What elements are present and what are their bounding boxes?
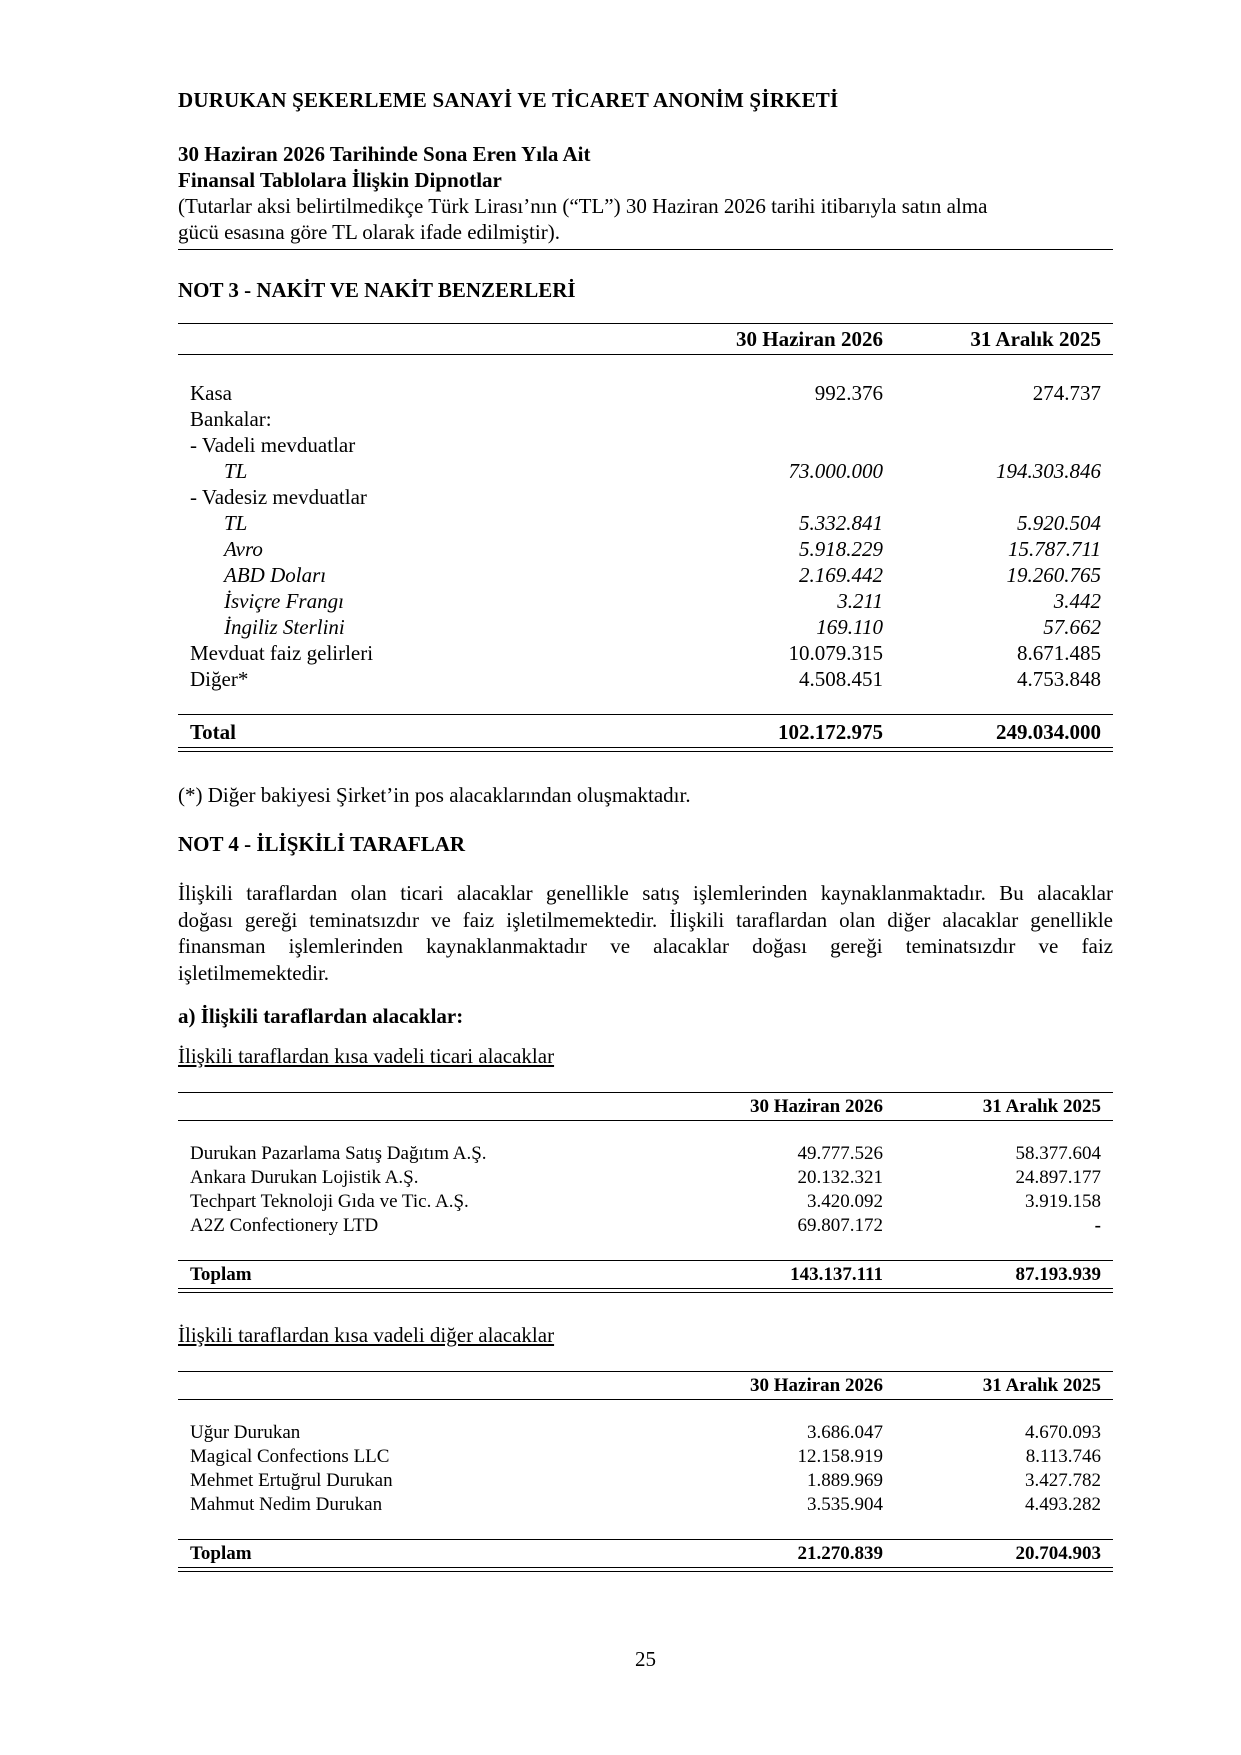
table-row: Kasa 992.376 274.737 (190, 381, 1101, 405)
table-header-rule (178, 1120, 1113, 1121)
table-row: Techpart Teknoloji Gıda ve Tic. A.Ş. 3.420.092 3.919.158 (190, 1191, 1101, 1212)
page-number: 25 (635, 1647, 656, 1671)
total-double-rule (178, 1288, 1113, 1293)
table-row: İngiliz Sterlini 169.110 57.662 (224, 615, 1101, 639)
total-double-rule (178, 1567, 1113, 1572)
table-header-row: 30 Haziran 2026 31 Aralık 2025 (750, 1096, 1101, 1117)
table-row: TL 5.332.841 5.920.504 (224, 511, 1101, 535)
table-row: Durukan Pazarlama Satış Dağıtım A.Ş. 49.777.526 58.377.604 (190, 1143, 1101, 1164)
table-row: Mahmut Nedim Durukan 3.535.904 4.493.282 (190, 1494, 1101, 1515)
table-row: Mevduat faiz gelirleri 10.079.315 8.671.485 (190, 641, 1101, 665)
note3-title: NOT 3 - NAKİT VE NAKİT BENZERLERİ (178, 278, 576, 302)
col2-header: 31 Aralık 2025 (970, 327, 1101, 351)
table-header-rule (178, 354, 1113, 355)
table-top-rule (178, 1092, 1113, 1093)
table-header-row (178, 327, 1113, 353)
note4-title: NOT 4 - İLİŞKİLİ TARAFLAR (178, 832, 466, 856)
table-row: A2Z Confectionery LTD 69.807.172 - (190, 1215, 1101, 1236)
total-top-rule (178, 1539, 1113, 1540)
table-row: Magical Confections LLC 12.158.919 8.113.746 (190, 1446, 1101, 1467)
table-header-row: 30 Haziran 2026 31 Aralık 2025 (750, 1375, 1101, 1396)
table-row: Diğer* 4.508.451 4.753.848 (190, 667, 1101, 691)
table-header-rule (178, 1399, 1113, 1400)
header-rule (178, 249, 1113, 250)
table-row: Ankara Durukan Lojistik A.Ş. 20.132.321 24.897.177 (190, 1167, 1101, 1188)
table-row: Uğur Durukan 3.686.047 4.670.093 (190, 1422, 1101, 1443)
header-period: 30 Haziran 2026 Tarihinde Sona Eren Yıla Ait (178, 142, 591, 166)
total-double-rule (178, 747, 1113, 752)
table-row: Mehmet Ertuğrul Durukan 1.889.969 3.427.782 (190, 1470, 1101, 1491)
table-row: Bankalar: (190, 407, 272, 431)
table-row: ABD Doları 2.169.442 19.260.765 (224, 563, 1101, 587)
table-total-row: Total 102.172.975 249.034.000 (190, 720, 1101, 744)
table-row: - Vadesiz mevduatlar (190, 485, 367, 509)
table-top-rule (178, 1371, 1113, 1372)
table-total-row: Toplam 21.270.839 20.704.903 (190, 1543, 1101, 1564)
section-a-title: a) İlişkili taraflardan alacaklar: (178, 1004, 464, 1028)
company-name: DURUKAN ŞEKERLEME SANAYİ VE TİCARET ANONİM ŞİRKETİ (178, 88, 839, 112)
note3-footnote: (*) Diğer bakiyesi Şirket’in pos alacaklarından oluşmaktadır. (178, 783, 691, 807)
table-top-rule (178, 323, 1113, 324)
header-subtitle: Finansal Tablolara İlişkin Dipnotlar (178, 168, 502, 192)
total-top-rule (178, 714, 1113, 715)
table-row: İsviçre Frangı 3.211 3.442 (224, 589, 1101, 613)
trade-receivables-title: İlişkili taraflardan kısa vadeli ticari alacaklar (178, 1044, 555, 1068)
header-note-line1: (Tutarlar aksi belirtilmedikçe Türk Lirası’nın (“TL”) 30 Haziran 2026 tarihi itibarıyla satın alma (178, 194, 988, 218)
header-note-line2: gücü esasına göre TL olarak ifade edilmiştir). (178, 220, 560, 244)
header-block (178, 141, 1113, 245)
table-row: TL 73.000.000 194.303.846 (224, 459, 1101, 483)
table-row: - Vadeli mevduatlar (190, 433, 356, 457)
col1-header: 30 Haziran 2026 (736, 327, 883, 351)
total-top-rule (178, 1260, 1113, 1261)
note4-paragraph: İlişkili taraflardan olan ticari alacaklar genellikle satış işlemlerinden kaynaklanmaktadır. Bu alacaklar doğası gereği teminatsızdır ve faiz işletilmemektedir. İlişkili taraflardan olan diğer alacaklar genellikle finansman işlemlerinden kaynaklanmaktadır ve alacaklar doğası gereği teminatsızdır ve faiz işletilmemektedir. (178, 881, 1113, 985)
other-receivables-title: İlişkili taraflardan kısa vadeli diğer alacaklar (178, 1323, 555, 1347)
table-row: Avro 5.918.229 15.787.711 (224, 537, 1101, 561)
table-total-row: Toplam 143.137.111 87.193.939 (190, 1264, 1101, 1285)
